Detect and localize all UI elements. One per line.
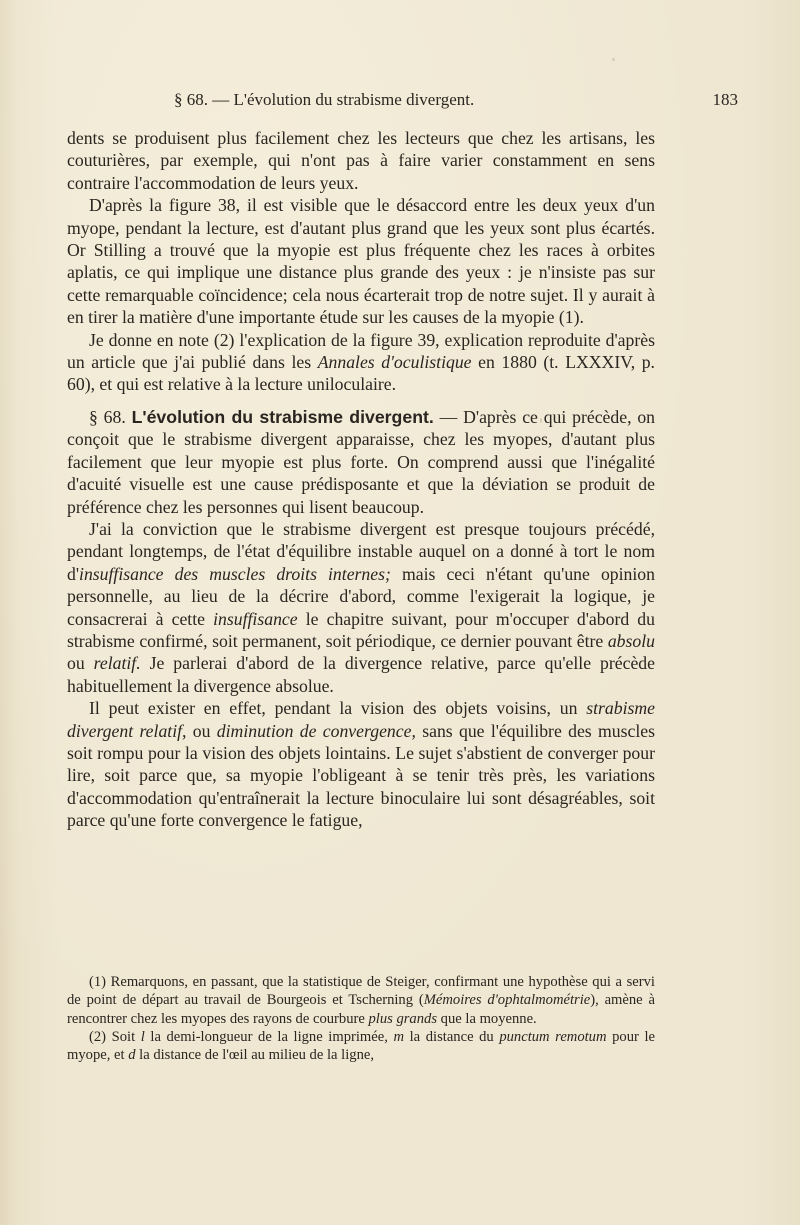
- paragraph: Je donne en note (2) l'explication de la figure 39, explication reproduite d'après un article que j'ai publié dans les Annales d'oculistique en 1880 (t. LXXXIV, p. 60), et qui est relative à la lecture uniloculaire.: [67, 329, 655, 395]
- paragraph: dents se produisent plus facilement chez les lecteurs que chez les artisans, les couturières, par exemple, qui n'ont pas à faire varier constamment en sens contraire l'accommodation de leurs yeux.: [67, 128, 655, 193]
- paper-spot: [612, 58, 615, 61]
- section-title: L'évolution du strabisme divergent.: [131, 406, 434, 427]
- paragraph: J'ai la conviction que le strabisme divergent est presque toujours précédé, pendant longtemps, de l'état d'équilibre instable auquel on a donné à tort le nom d'insuffisance des muscles droits internes; mais ceci n'étant qu'une opinion personnelle, au lieu de la décrire d'abord, comme l'exigerait la logique, je consacrerai à cette insuffisance le chapitre suivant, pour m'occuper d'abord du strabisme confirmé, soit permanent, soit périodique, ce dernier pouvant être absolu ou relatif. Je parlerai d'abord de la divergence relative, parce qu'elle précède habituellement la divergence absolue.: [67, 518, 655, 696]
- footnote: (1) Remarquons, en passant, que la statistique de Steiger, confirmant une hypothèse qui a servi de point de départ au travail de Bourgeois et Tscherning (Mémoires d'ophtalmométrie), amène à rencontrer chez les myopes des rayons de courbure plus grands que la moyenne.: [67, 974, 655, 1027]
- main-text: [67, 127, 655, 832]
- page-number: 183: [712, 90, 738, 109]
- section-paragraph: § 68. L'évolution du strabisme divergent. — D'après ce qui précède, on conçoit que le strabisme divergent apparaisse, chez les myopes, d'autant plus facilement que leur myopie est plus forte. On comprend aussi que l'inégalité d'acuité visuelle est une cause prédisposante et que la déviation se produit de préférence chez les personnes qui lisent beaucoup.: [67, 406, 656, 517]
- paragraph: Il peut exister en effet, pendant la vision des objets voisins, un strabisme divergent relatif, ou diminution de convergence, sans que l'équilibre des muscles soit rompu pour la vision des objets lointains. Le sujet s'abstient de converger pour lire, soit parce que, sa myopie l'obligeant à se tenir très près, les variations d'accommodation qu'entraînerait la lecture binoculaire lui sont désagréables, soit parce qu'une forte convergence le fatigue,: [67, 698, 655, 831]
- footnote: (2) Soit l la demi-longueur de la ligne imprimée, m la distance du punctum remotum pour le myope, et d la distance de l'œil au milieu de la ligne,: [67, 1028, 655, 1064]
- running-header: [62, 90, 738, 114]
- footnotes: [67, 973, 655, 1064]
- running-title: § 68. — L'évolution du strabisme divergent.: [174, 90, 475, 109]
- paragraph: D'après la figure 38, il est visible que le désaccord entre les deux yeux d'un myope, pendant la lecture, est d'autant plus grand que les yeux sont plus écartés. Or Stilling a trouvé que la myopie est plus fréquente chez les races à orbites aplatis, ce qui implique une distance plus grande des yeux : je n'insiste pas sur cette remarquable coïncidence; cela nous écarterait trop de notre sujet. Il y aurait à en tirer la matière d'une importante étude sur les causes de la myopie (1).: [67, 195, 655, 328]
